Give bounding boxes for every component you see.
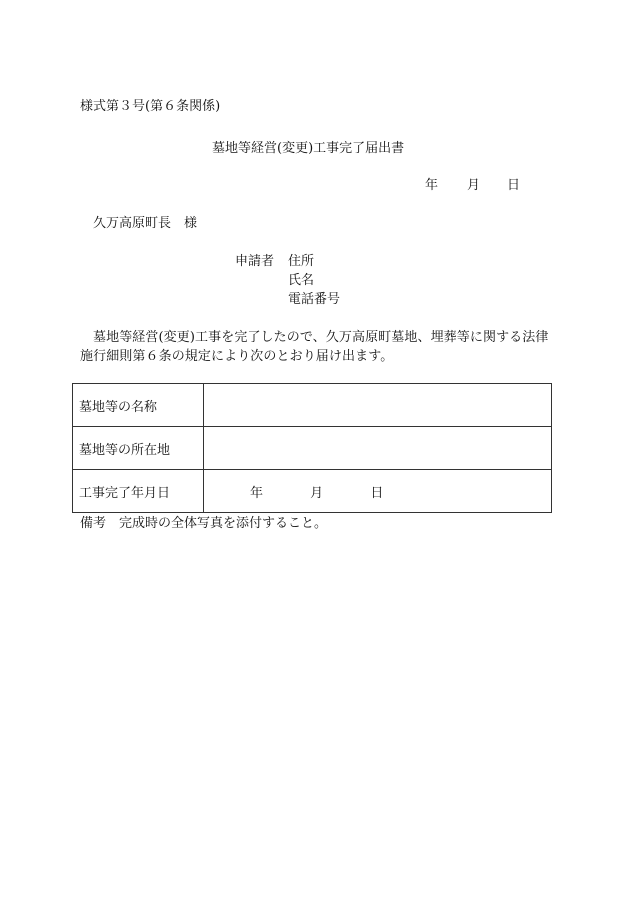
date-year-label: 年 [425,178,439,193]
completion-month-label: 月 [310,485,324,501]
form-number: 様式第３号(第６条関係) [80,99,221,114]
completion-date-field[interactable] [204,470,552,513]
date-day-label: 日 [507,178,521,193]
completion-year-label: 年 [250,485,264,501]
cemetery-location-label: 墓地等の所在地 [73,427,204,470]
table-row [73,427,552,470]
applicant-address-label: 住所 [288,254,315,269]
table-row [73,470,552,513]
addressee: 久万高原町長 様 [93,216,198,231]
cemetery-name-label: 墓地等の名称 [73,384,204,427]
cemetery-location-field[interactable] [204,427,552,470]
applicant-phone-label: 電話番号 [288,292,341,307]
table-row [73,384,552,427]
info-table [72,383,552,513]
completion-day-label: 日 [370,485,384,501]
body-paragraph: 墓地等経営(変更)工事を完了したので、久万高原町墓地、埋葬等に関する法律施行細則第６条の規定により次のとおり届け出ます。 [80,330,549,364]
remarks-note: 備考 完成時の全体写真を添付すること。 [80,516,328,531]
cemetery-name-field[interactable] [204,384,552,427]
applicant-name-label: 氏名 [288,273,315,288]
document-title: 墓地等経営(変更)工事完了届出書 [212,141,405,156]
date-month-label: 月 [467,178,481,193]
applicant-label: 申請者 [235,254,275,269]
completion-date-label: 工事完了年月日 [73,470,204,513]
